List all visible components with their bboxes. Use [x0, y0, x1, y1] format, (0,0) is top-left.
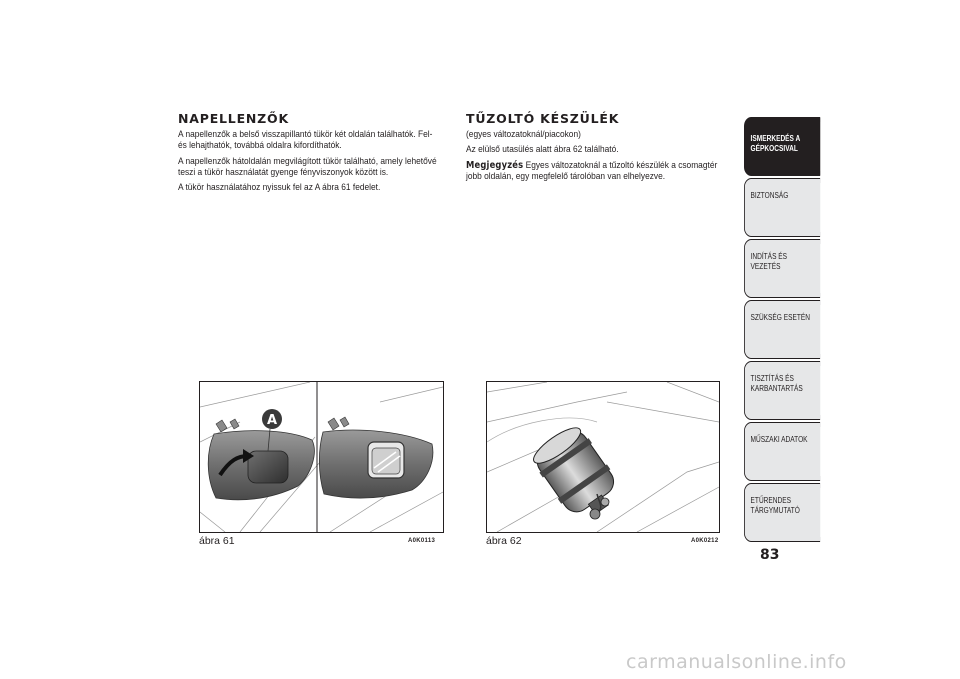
tab-safety[interactable]: BIZTONSÁG	[744, 178, 820, 237]
tab-starting-driving[interactable]: INDÍTÁS ÉS VEZETÉS	[744, 239, 820, 298]
section-title-fire-extinguisher: TŰZOLTÓ KÉSZÜLÉK	[466, 111, 620, 126]
figure-62-fire-extinguisher	[486, 381, 720, 533]
tab-getting-to-know[interactable]: ISMERKEDÉS A GÉPKOCSIVAL	[744, 117, 820, 176]
right-column	[466, 111, 728, 186]
left-column	[178, 111, 440, 197]
note-text: Egyes változatoknál a tűzoltó készülék a csomagtér jobb oldalán, egy megfelelő tárolóban van elhelyezve.	[466, 159, 718, 181]
paragraph-1: A napellenzők a belső visszapillantó tükör két oldalán találhatók. Fel- és lehajthatók, továbbá oldalra kifordíthatók.	[178, 129, 433, 151]
paragraph-location: Az elülső utasülés alatt ábra 62 található.	[466, 144, 619, 155]
figure-61-sun-visor	[199, 381, 444, 533]
note-paragraph	[466, 160, 728, 183]
paragraph-2: A napellenzők hátoldalán megvilágított tükör található, amely lehetővé teszi a tükör használatát gyenge fényviszonyok között is.	[178, 155, 437, 177]
figure-61-caption: ábra 61	[199, 535, 235, 547]
figure-61-code: A0K0113	[408, 538, 436, 544]
section-subtitle: (egyes változatoknál/piacokon)	[466, 129, 581, 139]
paragraph-3: A tükör használatához nyissuk fel az A ábra 61 fedelet.	[178, 182, 381, 193]
tab-emergency[interactable]: SZÜKSÉG ESETÉN	[744, 300, 820, 359]
chapter-tabs	[744, 117, 820, 544]
figure-marker-a: A	[266, 413, 278, 428]
section-title-sun-visors: NAPELLENZŐK	[178, 111, 289, 126]
watermark: carmanualsonline.info	[626, 651, 847, 673]
note-label: Megjegyzés	[466, 159, 524, 171]
tab-maintenance[interactable]: TISZTÍTÁS ÉS KARBANTARTÁS	[744, 361, 820, 420]
figure-62-code: A0K0212	[691, 538, 719, 544]
tab-index[interactable]: ETŰRENDES TÁRGYMUTATÓ	[744, 483, 820, 542]
figure-62-caption: ábra 62	[486, 535, 522, 547]
tab-technical-data[interactable]: MŰSZAKI ADATOK	[744, 422, 820, 481]
page-number: 83	[760, 547, 780, 563]
